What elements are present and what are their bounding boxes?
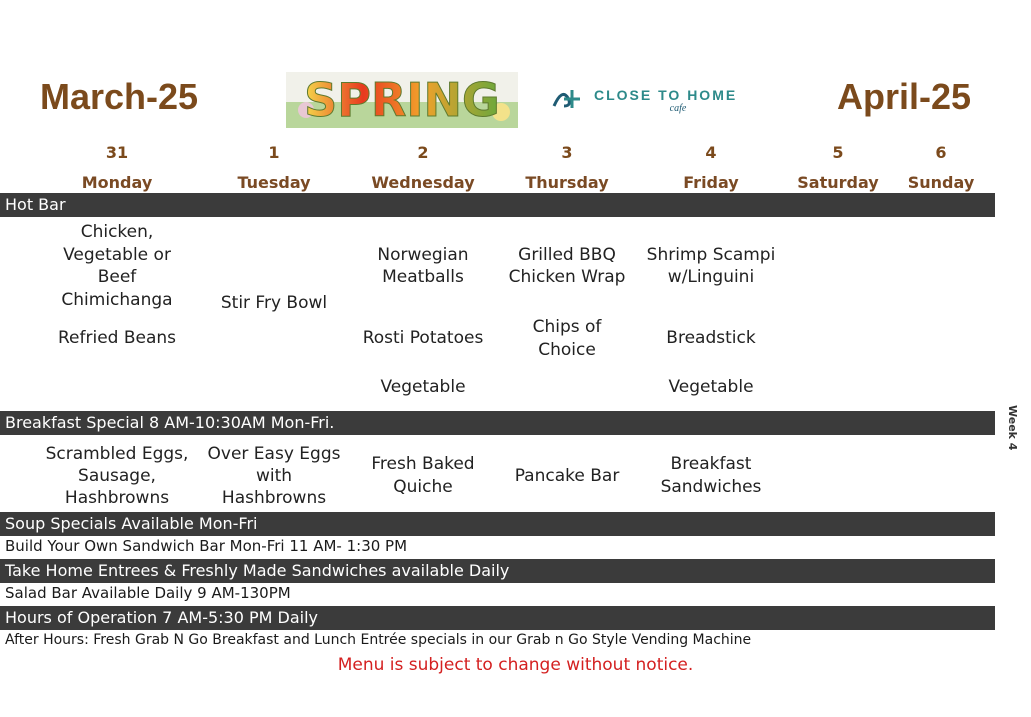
menu-item: Breadstick bbox=[666, 328, 756, 348]
day-number: 1 bbox=[268, 143, 280, 162]
day-name: Wednesday bbox=[371, 173, 475, 192]
menu-item: Grilled BBQ bbox=[518, 245, 616, 265]
menu-item: Hashbrowns bbox=[221, 488, 327, 508]
month-left-title: March-25 bbox=[40, 76, 199, 117]
menu-item: with bbox=[255, 466, 293, 486]
day-number: 4 bbox=[705, 143, 717, 162]
menu-item: Meatballs bbox=[382, 267, 464, 287]
salad-bar-info: Salad Bar Available Daily 9 AM-130PM bbox=[5, 584, 291, 602]
menu-item: Sausage, bbox=[78, 466, 156, 486]
week-label: Week 4 bbox=[1006, 405, 1019, 451]
section-header-breakfast: Breakfast Special 8 AM-10:30AM Mon-Fri. bbox=[0, 411, 995, 435]
day-name: Monday bbox=[81, 173, 153, 192]
menu-item: Norwegian bbox=[377, 245, 469, 265]
menu-item: Chicken Wrap bbox=[508, 267, 626, 287]
close-to-home-logo bbox=[548, 84, 780, 114]
day-name: Sunday bbox=[907, 173, 975, 192]
menu-item: w/Linguini bbox=[667, 267, 755, 287]
sandwich-bar-info: Build Your Own Sandwich Bar Mon-Fri 11 AM- 1:30 PM bbox=[5, 537, 408, 555]
section-header-soup: Soup Specials Available Mon-Fri bbox=[0, 512, 995, 536]
menu-item: Vegetable bbox=[668, 377, 754, 397]
after-hours-info: After Hours: Fresh Grab N Go Breakfast and Lunch Entrée specials in our Grab n Go Style Vending Machine bbox=[5, 632, 752, 648]
logo-subtext: cafe bbox=[669, 103, 687, 114]
menu-item: Breakfast bbox=[670, 454, 752, 474]
logo-text: CLOSE TO HOME bbox=[594, 87, 738, 103]
menu-item: Vegetable bbox=[380, 377, 466, 397]
menu-item: Quiche bbox=[393, 477, 453, 497]
section-header-hot-bar: Hot Bar bbox=[0, 193, 995, 217]
day-name: Tuesday bbox=[237, 173, 311, 192]
menu-item: Stir Fry Bowl bbox=[220, 293, 328, 313]
menu-item: Beef bbox=[97, 267, 137, 287]
day-number: 3 bbox=[561, 143, 573, 162]
day-number: 2 bbox=[417, 143, 429, 162]
day-number: 31 bbox=[105, 143, 129, 162]
month-right-title: April-25 bbox=[837, 76, 972, 117]
spring-banner-text: SPRING bbox=[304, 73, 500, 127]
menu-item: Over Easy Eggs bbox=[207, 444, 341, 464]
menu-item: Chimichanga bbox=[61, 290, 173, 310]
day-name: Saturday bbox=[797, 173, 879, 192]
menu-item: Pancake Bar bbox=[514, 466, 620, 486]
menu-item: Chicken, bbox=[80, 222, 154, 242]
section-header-hours: Hours of Operation 7 AM-5:30 PM Daily bbox=[0, 606, 995, 630]
menu-item: Vegetable or bbox=[63, 245, 171, 265]
menu-item: Chips of bbox=[532, 317, 602, 337]
section-header-take-home: Take Home Entrees & Freshly Made Sandwiches available Daily bbox=[0, 559, 995, 583]
menu-item: Refried Beans bbox=[57, 328, 177, 348]
day-name: Thursday bbox=[525, 173, 609, 192]
menu-item: Shrimp Scampi bbox=[646, 245, 776, 265]
day-number: 6 bbox=[935, 143, 947, 162]
menu-item: Sandwiches bbox=[660, 477, 762, 497]
day-number: 5 bbox=[832, 143, 844, 162]
disclaimer-notice: Menu is subject to change without notice. bbox=[337, 655, 694, 675]
menu-item: Choice bbox=[538, 340, 596, 360]
menu-item: Fresh Baked bbox=[371, 454, 475, 474]
day-name: Friday bbox=[683, 173, 739, 192]
menu-item: Rosti Potatoes bbox=[362, 328, 484, 348]
menu-item: Scrambled Eggs, bbox=[45, 444, 189, 464]
spring-banner-image bbox=[286, 72, 518, 128]
menu-item: Hashbrowns bbox=[64, 488, 170, 508]
